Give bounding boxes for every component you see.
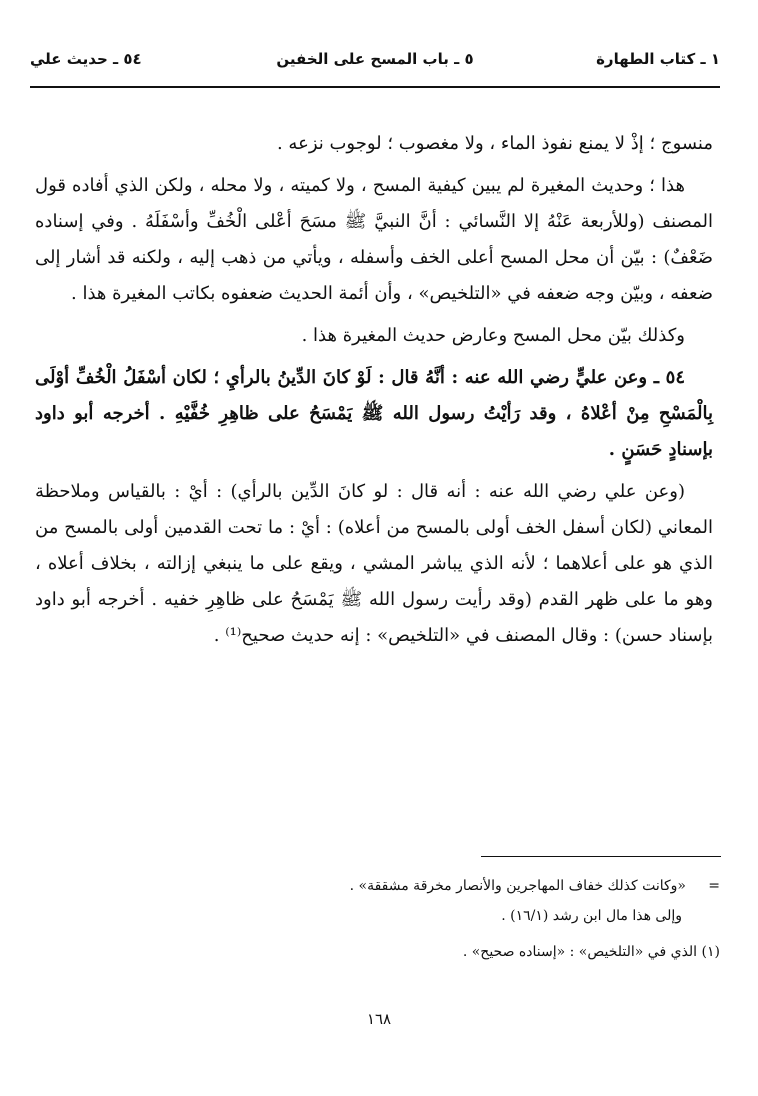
header-section: ٥ ـ باب المسح على الخفين [276,50,474,68]
paragraph-commentary-mughira: هذا ؛ وحديث المغيرة لم يبين كيفية المسح ، ولا كميته ، ولا محله ، ولكن الذي أفاده قول المصنف (وللأربعة عَنْهُ إلا النَّسائي : أنَّ النبيَّ ﷺ مسَحَ أعْلى الْخُفِّ وأسْفَلَهُ . وفي إسناده ضَعْفٌ) : بيّن أن محل المسح أعلى الخف وأسفله ، ويأتي من ذهب إليه ، ولكنه قد أشار إلى ضعفه ، وبيّن وجه ضعفه في «التلخيص» ، وأن أئمة الحديث ضعفوه بكاتب المغيرة هذا . [35,175,713,304]
hadith-54-text: ٥٤ ـ وعن عليٍّ رضي الله عنه : أنَّهُ قال : لَوْ كانَ الدِّينُ بالرأيِ ؛ لكان أسْفَلُ الْخُفِّ أوْلَى بِالْمَسْحِ مِنْ أعْلاهُ ، وقد رَأيْتُ رسول الله ﷺ يَمْسَحُ على ظاهِرِ خُفَّيْهِ . أخرجه أبو داود بإسنادٍ حَسَنٍ . [35,367,713,460]
header-divider [30,86,720,88]
footnote-1: (١) الذي في «التلخيص» : «إسناده صحيح» . [462,944,720,960]
paragraph-continuation: منسوج ؛ إذْ لا يمنع نفوذ الماء ، ولا مغصوب ؛ لوجوب نزعه . [276,133,713,154]
footnotes [40,872,720,968]
paragraph-commentary-ali: (وعن علي رضي الله عنه : أنه قال : لو كانَ الدِّين بالرأي) : أيْ : بالقياس وملاحظة المعاني (لكان أسفل الخف أولى بالمسح من أعلاه) : أيْ : ما تحت القدمين أولى بالمسح من الذي هو على أعلاهما ؛ لأنه الذي يباشر المشي ، ويقع على ما ينبغي إزالته ، بخلاف أعلاه ، وهو ما على ظهر القدم (وقد رأيت رسول الله ﷺ يَمْسَحُ على ظاهِرِ خفيه . أخرجه أبو داود بإسناد حسن) : وقال المصنف في «التلخيص» : إنه حديث صحيح⁽¹⁾ . [35,481,713,646]
paragraph-summary: وكذلك بيّن محل المسح وعارض حديث المغيرة هذا . [301,325,685,346]
main-text [35,126,713,654]
footnote-divider [481,856,721,857]
footnote-continued-text: «وكانت كذلك خفاف المهاجرين والأنصار مخرقة مشققة» . [349,878,686,894]
page-number: ١٦٨ [366,1010,392,1028]
header-chapter: ١ ـ كتاب الطهارة [596,50,720,68]
footnote-continuation-marker: = [708,878,720,894]
footnote-continued [40,872,720,900]
footnote-continued-line-2: وإلى هذا مال ابن رشد (١٦/١) . [501,908,682,924]
running-header [30,44,720,74]
header-hadith: ٥٤ ـ حديث علي [30,50,142,68]
